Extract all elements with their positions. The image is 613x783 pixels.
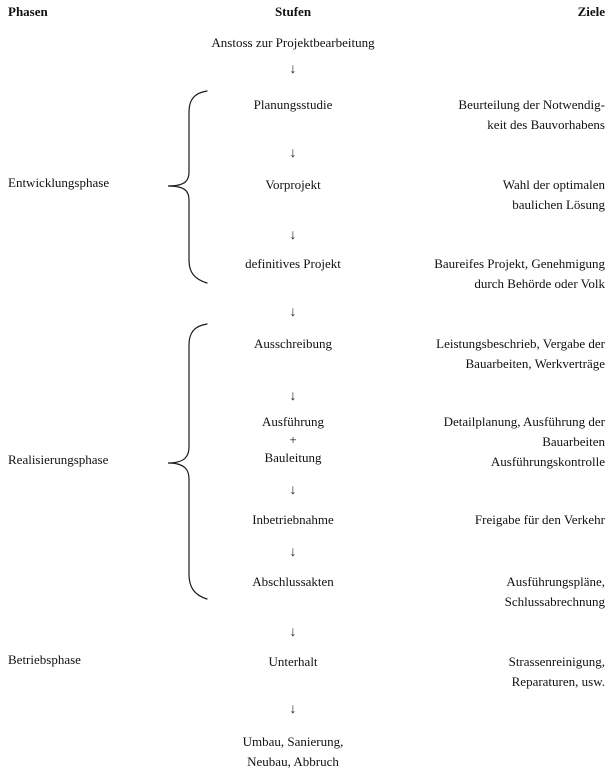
phase-label-betriebsphase: Betriebsphase <box>8 652 81 667</box>
goal-inbetriebnahme: Freigabe für den Verkehr <box>474 512 605 527</box>
down-arrow-icon: ↓ <box>289 483 297 498</box>
down-arrow-icon: ↓ <box>289 305 297 320</box>
phase-label-realisierungsphase: Realisierungsphase <box>8 452 109 467</box>
step-anstoss: Anstoss zur Projektbearbeitung <box>211 35 375 50</box>
down-arrow-icon: ↓ <box>289 625 297 640</box>
goal-vorprojekt: Wahl der optimalen baulichen Lösung <box>502 177 605 212</box>
step-inbetriebnahme: Inbetriebnahme <box>252 512 334 527</box>
step-plus-sign: + <box>289 432 297 447</box>
goal-definitives-projekt: Baureifes Projekt, Genehmigung durch Behörde oder Volk <box>434 256 605 291</box>
column-header-ziele: Ziele <box>577 4 605 19</box>
down-arrow-icon: ↓ <box>289 389 297 404</box>
down-arrow-icon: ↓ <box>289 702 297 717</box>
step-ausschreibung: Ausschreibung <box>254 336 332 351</box>
step-planungsstudie: Planungsstudie <box>253 97 333 112</box>
step-vorprojekt: Vorprojekt <box>265 177 321 192</box>
down-arrow-icon: ↓ <box>289 62 297 77</box>
step-umbau-line2: Neubau, Abbruch <box>247 754 339 769</box>
step-unterhalt: Unterhalt <box>268 654 318 669</box>
column-header-phasen: Phasen <box>8 4 48 19</box>
goal-planungsstudie: Beurteilung der Notwendig- keit des Bauvorhabens <box>458 97 605 132</box>
goal-ausschreibung: Leistungsbeschrieb, Vergabe der Bauarbeiten, Werkverträge <box>436 336 605 371</box>
step-abschlussakten: Abschlussakten <box>252 574 334 589</box>
down-arrow-icon: ↓ <box>289 228 297 243</box>
phase-label-entwicklungsphase: Entwicklungsphase <box>8 175 110 190</box>
goal-abschlussakten: Ausführungspläne, Schlussabrechnung <box>504 574 605 609</box>
step-ausfuehrung: Ausführung <box>261 414 325 429</box>
column-header-stufen: Stufen <box>274 4 312 19</box>
goal-ausfuehrung: Detailplanung, Ausführung der Bauarbeiten Ausführungskontrolle <box>443 414 605 469</box>
down-arrow-icon: ↓ <box>289 545 297 560</box>
goal-unterhalt: Strassenreinigung, Reparaturen, usw. <box>508 654 605 689</box>
step-bauleitung: Bauleitung <box>264 450 322 465</box>
step-definitives-projekt: definitives Projekt <box>245 256 341 271</box>
step-umbau-line1: Umbau, Sanierung, <box>242 734 344 749</box>
down-arrow-icon: ↓ <box>289 146 297 161</box>
